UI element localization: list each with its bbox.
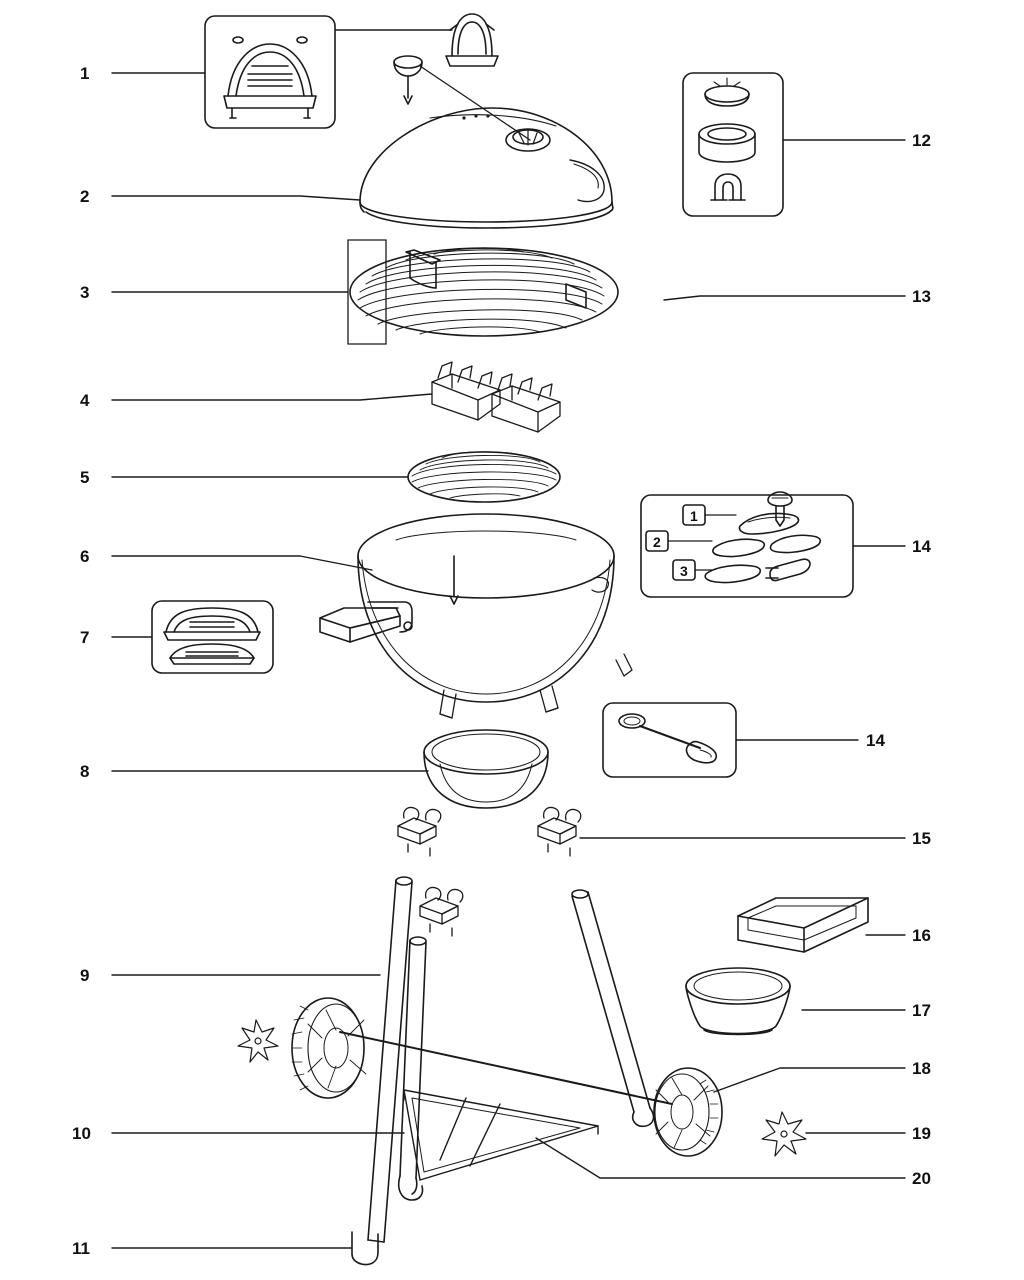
wheel-tread-left [292,1006,308,1090]
vent-hardware-inset-box [683,73,783,216]
lower-frame-bracket [404,1090,598,1180]
ash-catcher-pan [424,730,548,808]
callout-label-13: 13 [912,287,931,306]
callout-label-15: 15 [912,829,931,848]
callout-label-14b: 14 [866,731,885,750]
ash-bowl [686,968,790,1035]
callout-label-5: 5 [80,468,90,487]
cooking-grate [348,240,618,344]
lid-handle-inset-box [205,16,335,128]
charcoal-grate [408,452,560,502]
charcoal-baskets [432,362,560,432]
clip-fastener-left [398,807,441,856]
bolt-part-2 [713,535,820,556]
bolt-part-3 [705,559,810,582]
callout-label-10: 10 [72,1124,91,1143]
wheel-right [654,1068,722,1156]
damper-cup-part [699,124,755,162]
bowl-handle [320,602,412,642]
tool-inset-box [603,703,736,777]
damper-disc-part [705,78,749,106]
cart-frame [238,877,806,1265]
lid-vent-screw [394,56,530,140]
drip-tray [738,898,868,952]
inset-number-1: 1 [690,508,698,524]
callout-label-3: 3 [80,283,90,302]
inset-number-3: 3 [680,563,688,579]
clip-fastener-frame [420,887,463,936]
fastener-kit-inset-box [641,492,853,597]
callout-label-14: 14 [912,537,931,556]
bolt-part-1 [740,514,799,535]
grate-bars [358,248,604,334]
callout-label-2: 2 [80,187,90,206]
leader-lines-left [112,73,432,1248]
callout-label-9: 9 [80,966,90,985]
callout-label-17: 17 [912,1001,931,1020]
hub-cap-star-right [762,1112,806,1156]
callout-label-8: 8 [80,762,90,781]
callout-label-16: 16 [912,926,931,945]
lid-dome [360,108,613,228]
callout-label-19: 19 [912,1124,931,1143]
lid-damper-vent [506,129,550,151]
leader-lines-right [536,140,905,1178]
callout-label-20: 20 [912,1169,931,1188]
callout-label-7: 7 [80,628,90,647]
callout-label-6: 6 [80,547,90,566]
screw-part [768,492,792,526]
callout-label-12: 12 [912,131,931,150]
bowl-handle-inset-box [152,601,273,673]
wheel-left [292,998,366,1098]
callout-label-4: 4 [80,391,90,410]
bowl [320,514,632,718]
thermometer-probe-tool [619,714,716,763]
hub-cap-star-left [238,1020,278,1062]
callout-label-18: 18 [912,1059,931,1078]
inset-number-2: 2 [653,534,661,550]
vent-clip-part [711,174,745,200]
callout-label-1: 1 [80,64,90,83]
clip-fastener-right [538,807,581,856]
callout-label-11: 11 [72,1239,90,1258]
